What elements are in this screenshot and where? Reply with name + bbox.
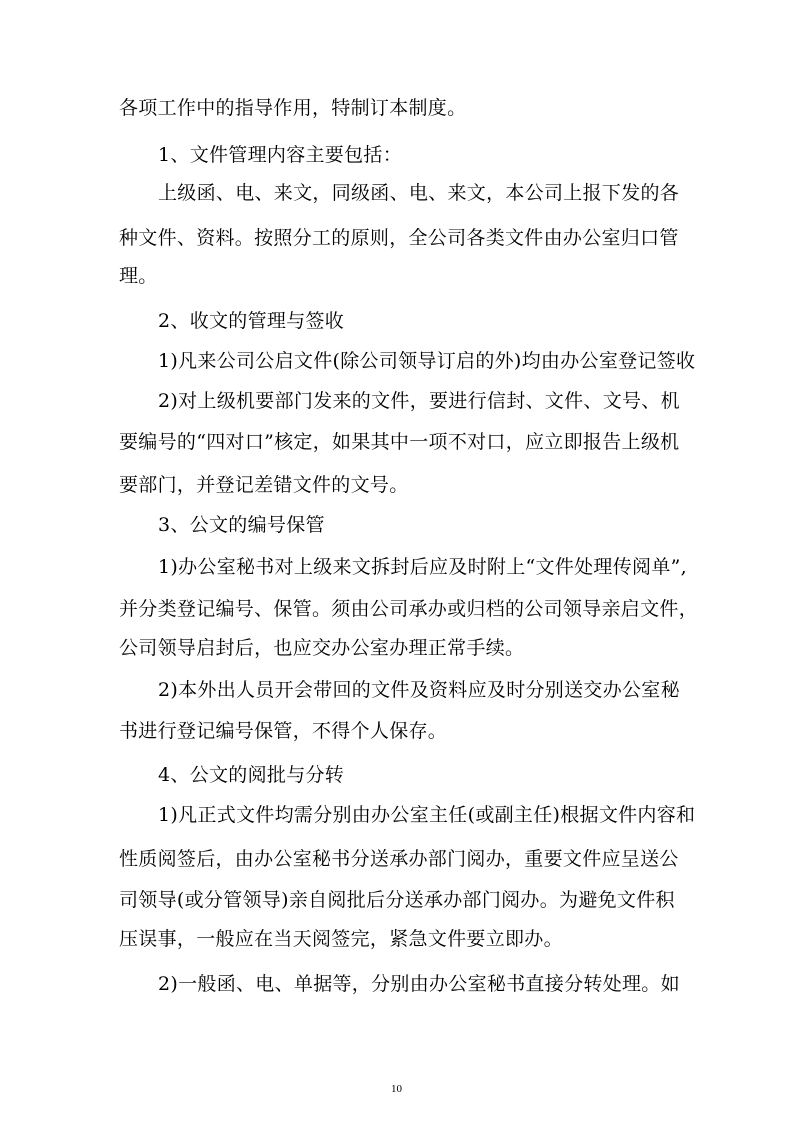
body-text-line: 理。: [119, 265, 158, 287]
body-text-line: 2)一般函、电、单据等，分别由办公室秘书直接分转处理。如: [158, 973, 680, 995]
body-text-line: 1)办公室秘书对上级来文拆封后应及时附上“文件处理传阅单”,: [158, 556, 687, 578]
body-text-line: 各项工作中的指导作用，特制订本制度。: [119, 97, 467, 119]
body-text-line: 上级函、电、来文，同级函、电、来文，本公司上报下发的各: [158, 182, 680, 204]
body-text-line: 公司领导启封后，也应交办公室办理正常手续。: [119, 637, 525, 659]
body-text-line: 要编号的“四对口”核定，如果其中一项不对口，应立即报告上级机: [119, 431, 680, 453]
section-heading: 4、公文的阅批与分转: [158, 764, 345, 786]
section-heading: 1、文件管理内容主要包括：: [158, 144, 402, 166]
body-text-line: 要部门，并登记差错文件的文号。: [119, 474, 409, 496]
body-text-line: 书进行登记编号保管，不得个人保存。: [119, 720, 448, 742]
body-text-line: 2)对上级机要部门发来的文件，要进行信封、文件、文号、机: [158, 390, 680, 412]
body-text-line: 1)凡来公司公启文件(除公司领导订启的外)均由办公室登记签收: [158, 350, 696, 372]
section-heading: 3、公文的编号保管: [158, 514, 325, 536]
body-text-line: 1)凡正式文件均需分别由办公室主任(或副主任)根据文件内容和: [158, 804, 696, 826]
body-text-line: 压误事，一般应在当天阅签完，紧急文件要立即办。: [119, 928, 563, 950]
body-text-line: 性质阅签后，由办公室秘书分送承办部门阅办，重要文件应呈送公: [119, 848, 679, 870]
body-text-line: 并分类登记编号、保管。须由公司承办或归档的公司领导亲启文件，: [119, 598, 699, 620]
body-text-line: 司领导(或分管领导)亲自阅批后分送承办部门阅办。为避免文件积: [119, 889, 675, 911]
section-heading: 2、收文的管理与签收: [158, 310, 345, 332]
body-text-line: 2)本外出人员开会带回的文件及资料应及时分别送交办公室秘: [158, 679, 680, 701]
body-text-line: 种文件、资料。按照分工的原则，全公司各类文件由办公室归口管: [119, 227, 679, 249]
page-number: 10: [391, 1083, 402, 1095]
